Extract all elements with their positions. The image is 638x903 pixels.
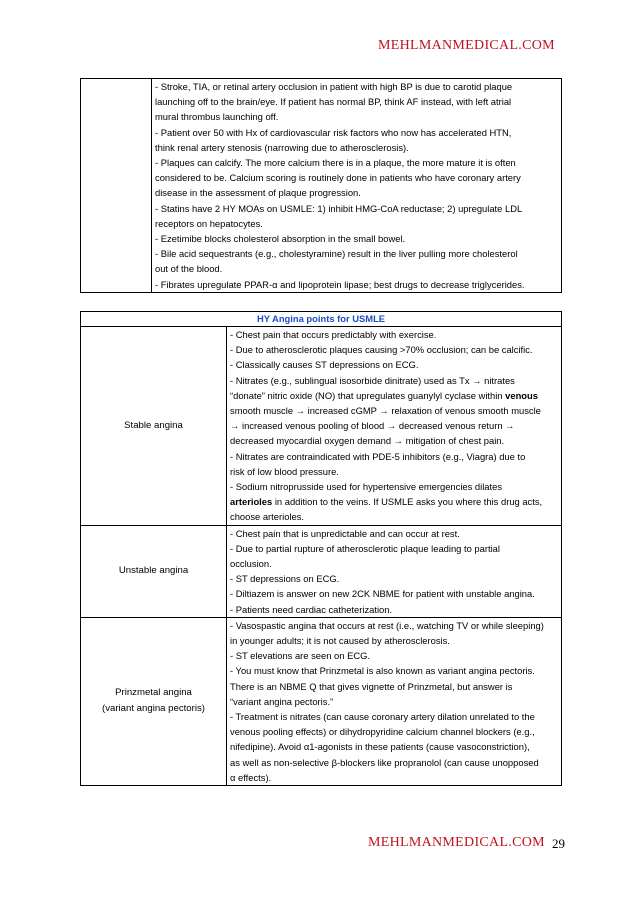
text-line: - Due to partial rupture of atherosclerotic plaque leading to partial [230, 542, 500, 554]
text-line: - Stroke, TIA, or retinal artery occlusion in patient with high BP is due to carotid plaque [155, 81, 513, 92]
text-line: - Treatment is nitrates (can cause coronary artery dilation unrelated to the [230, 711, 535, 723]
table-title: HY Angina points for USMLE [81, 312, 562, 327]
text-line: → increased venous pooling of blood → decreased venous return → [230, 420, 515, 432]
condition-notes [227, 525, 562, 617]
footer-brand: MEHLMANMEDICAL.COM [368, 835, 545, 850]
condition-name-line: Prinzmetal angina [115, 687, 192, 699]
table-header-row [81, 312, 562, 327]
condition-name-line: Stable angina [124, 419, 183, 431]
text-line: - Nitrates are contraindicated with PDE-5 inhibitors (e.g., Viagra) due to [230, 450, 526, 462]
text-line: - Vasospastic angina that occurs at rest (i.e., watching TV or while sleeping) [230, 619, 544, 631]
condition-name [81, 525, 227, 617]
condition-name [81, 327, 227, 526]
condition-name [81, 617, 227, 785]
text-line: disease in the assessment of plaque progression. [155, 187, 361, 199]
text-run: in addition to the veins. If USMLE asks you where this drug acts, [272, 496, 543, 508]
text-line: out of the blood. [155, 263, 223, 275]
bold-term: venous [505, 389, 538, 401]
text-line: launching off to the brain/eye. If patient has normal BP, think AF instead, with left atrial [155, 96, 512, 108]
text-line [230, 388, 558, 403]
text-line: decreased myocardial oxygen demand → mitigation of chest pain. [230, 435, 505, 447]
table-row [81, 79, 562, 293]
text-line: - Bile acid sequestrants (e.g., cholestyramine) result in the liver pulling more cholesterol [155, 248, 518, 260]
text-line: as well as non-selective β-blockers like propranolol (can cause unopposed [230, 756, 539, 768]
text-line: - Patients need cardiac catheterization. [230, 603, 393, 615]
text-line: - Nitrates (e.g., sublingual isosorbide dinitrate) used as Tx → nitrates [230, 374, 515, 386]
text-line: - Plaques can calcify. The more calcium there is in a plaque, the more mature it is often [155, 157, 516, 169]
text-line: think renal artery stenosis (narrowing due to atherosclerosis). [155, 141, 409, 153]
condition-notes [227, 617, 562, 785]
text-line [230, 494, 558, 509]
text-line: occlusion. [230, 558, 272, 570]
text-line: - Due to atherosclerotic plaques causing >70% occlusion; can be calcific. [230, 344, 533, 356]
text-line: - ST depressions on ECG. [230, 573, 340, 585]
angina-table [80, 311, 562, 786]
table-row [81, 525, 562, 617]
text-line: venous pooling effects) or dihydropyridine calcium channel blockers (e.g., [230, 726, 535, 738]
text-line: - Patient over 50 with Hx of cardiovascular risk factors who now has accelerated HTN, [155, 126, 512, 138]
bold-term: arterioles [230, 496, 273, 508]
text-line: - Sodium nitroprusside used for hypertensive emergencies dilates [230, 481, 503, 493]
text-line: - ST elevations are seen on ECG. [230, 650, 371, 662]
text-line: receptors on hepatocytes. [155, 217, 263, 229]
text-line: “variant angina pectoris.” [230, 695, 334, 707]
condition-name-line: (variant angina pectoris) [102, 703, 205, 715]
table-row [81, 617, 562, 785]
text-line: - Classically causes ST depressions on ECG. [230, 359, 419, 371]
text-line: considered to be. Calcium scoring is routinely done in patients who have coronary artery [155, 172, 521, 184]
text-line: α effects). [230, 771, 272, 783]
notes-cell [152, 79, 562, 293]
text-line: choose arterioles. [230, 511, 304, 523]
text-line: - Diltiazem is answer on new 2CK NBME for patient with unstable angina. [230, 588, 535, 600]
text-line: nifedipine). Avoid α1-agonists in these patients (cause vasoconstriction), [230, 741, 530, 753]
text-line: risk of low blood pressure. [230, 465, 339, 477]
text-line: - Statins have 2 HY MOAs on USMLE: 1) inhibit HMG-CoA reductase; 2) upregulate LDL [155, 202, 523, 214]
page-number: 29 [552, 836, 565, 851]
text-line: in younger adults; it is not caused by atherosclerosis. [230, 635, 450, 647]
atherosclerosis-notes-table [80, 78, 562, 293]
text-line: - Ezetimibe blocks cholesterol absorption in the small bowel. [155, 233, 406, 245]
text-line: There is an NBME Q that gives vignette of Prinzmetal, but answer is [230, 680, 513, 692]
text-line: smooth muscle → increased cGMP → relaxation of venous smooth muscle [230, 405, 541, 417]
condition-name-line: Unstable angina [118, 565, 189, 577]
condition-notes [227, 327, 562, 526]
header-brand: MEHLMANMEDICAL.COM [378, 38, 555, 53]
text-line: mural thrombus launching off. [155, 111, 279, 123]
text-line: - Chest pain that occurs predictably with exercise. [230, 329, 437, 340]
empty-label-cell [81, 79, 152, 293]
text-line: - Chest pain that is unpredictable and can occur at rest. [230, 527, 460, 539]
text-line: - Fibrates upregulate PPAR-α and lipoprotein lipase; best drugs to decrease triglycerides. [155, 278, 525, 290]
text-run: “donate” nitric oxide (NO) that upregulates guanylyl cyclase within [230, 389, 503, 401]
text-line: - You must know that Prinzmetal is also known as variant angina pectoris. [230, 665, 535, 677]
table-row [81, 327, 562, 526]
